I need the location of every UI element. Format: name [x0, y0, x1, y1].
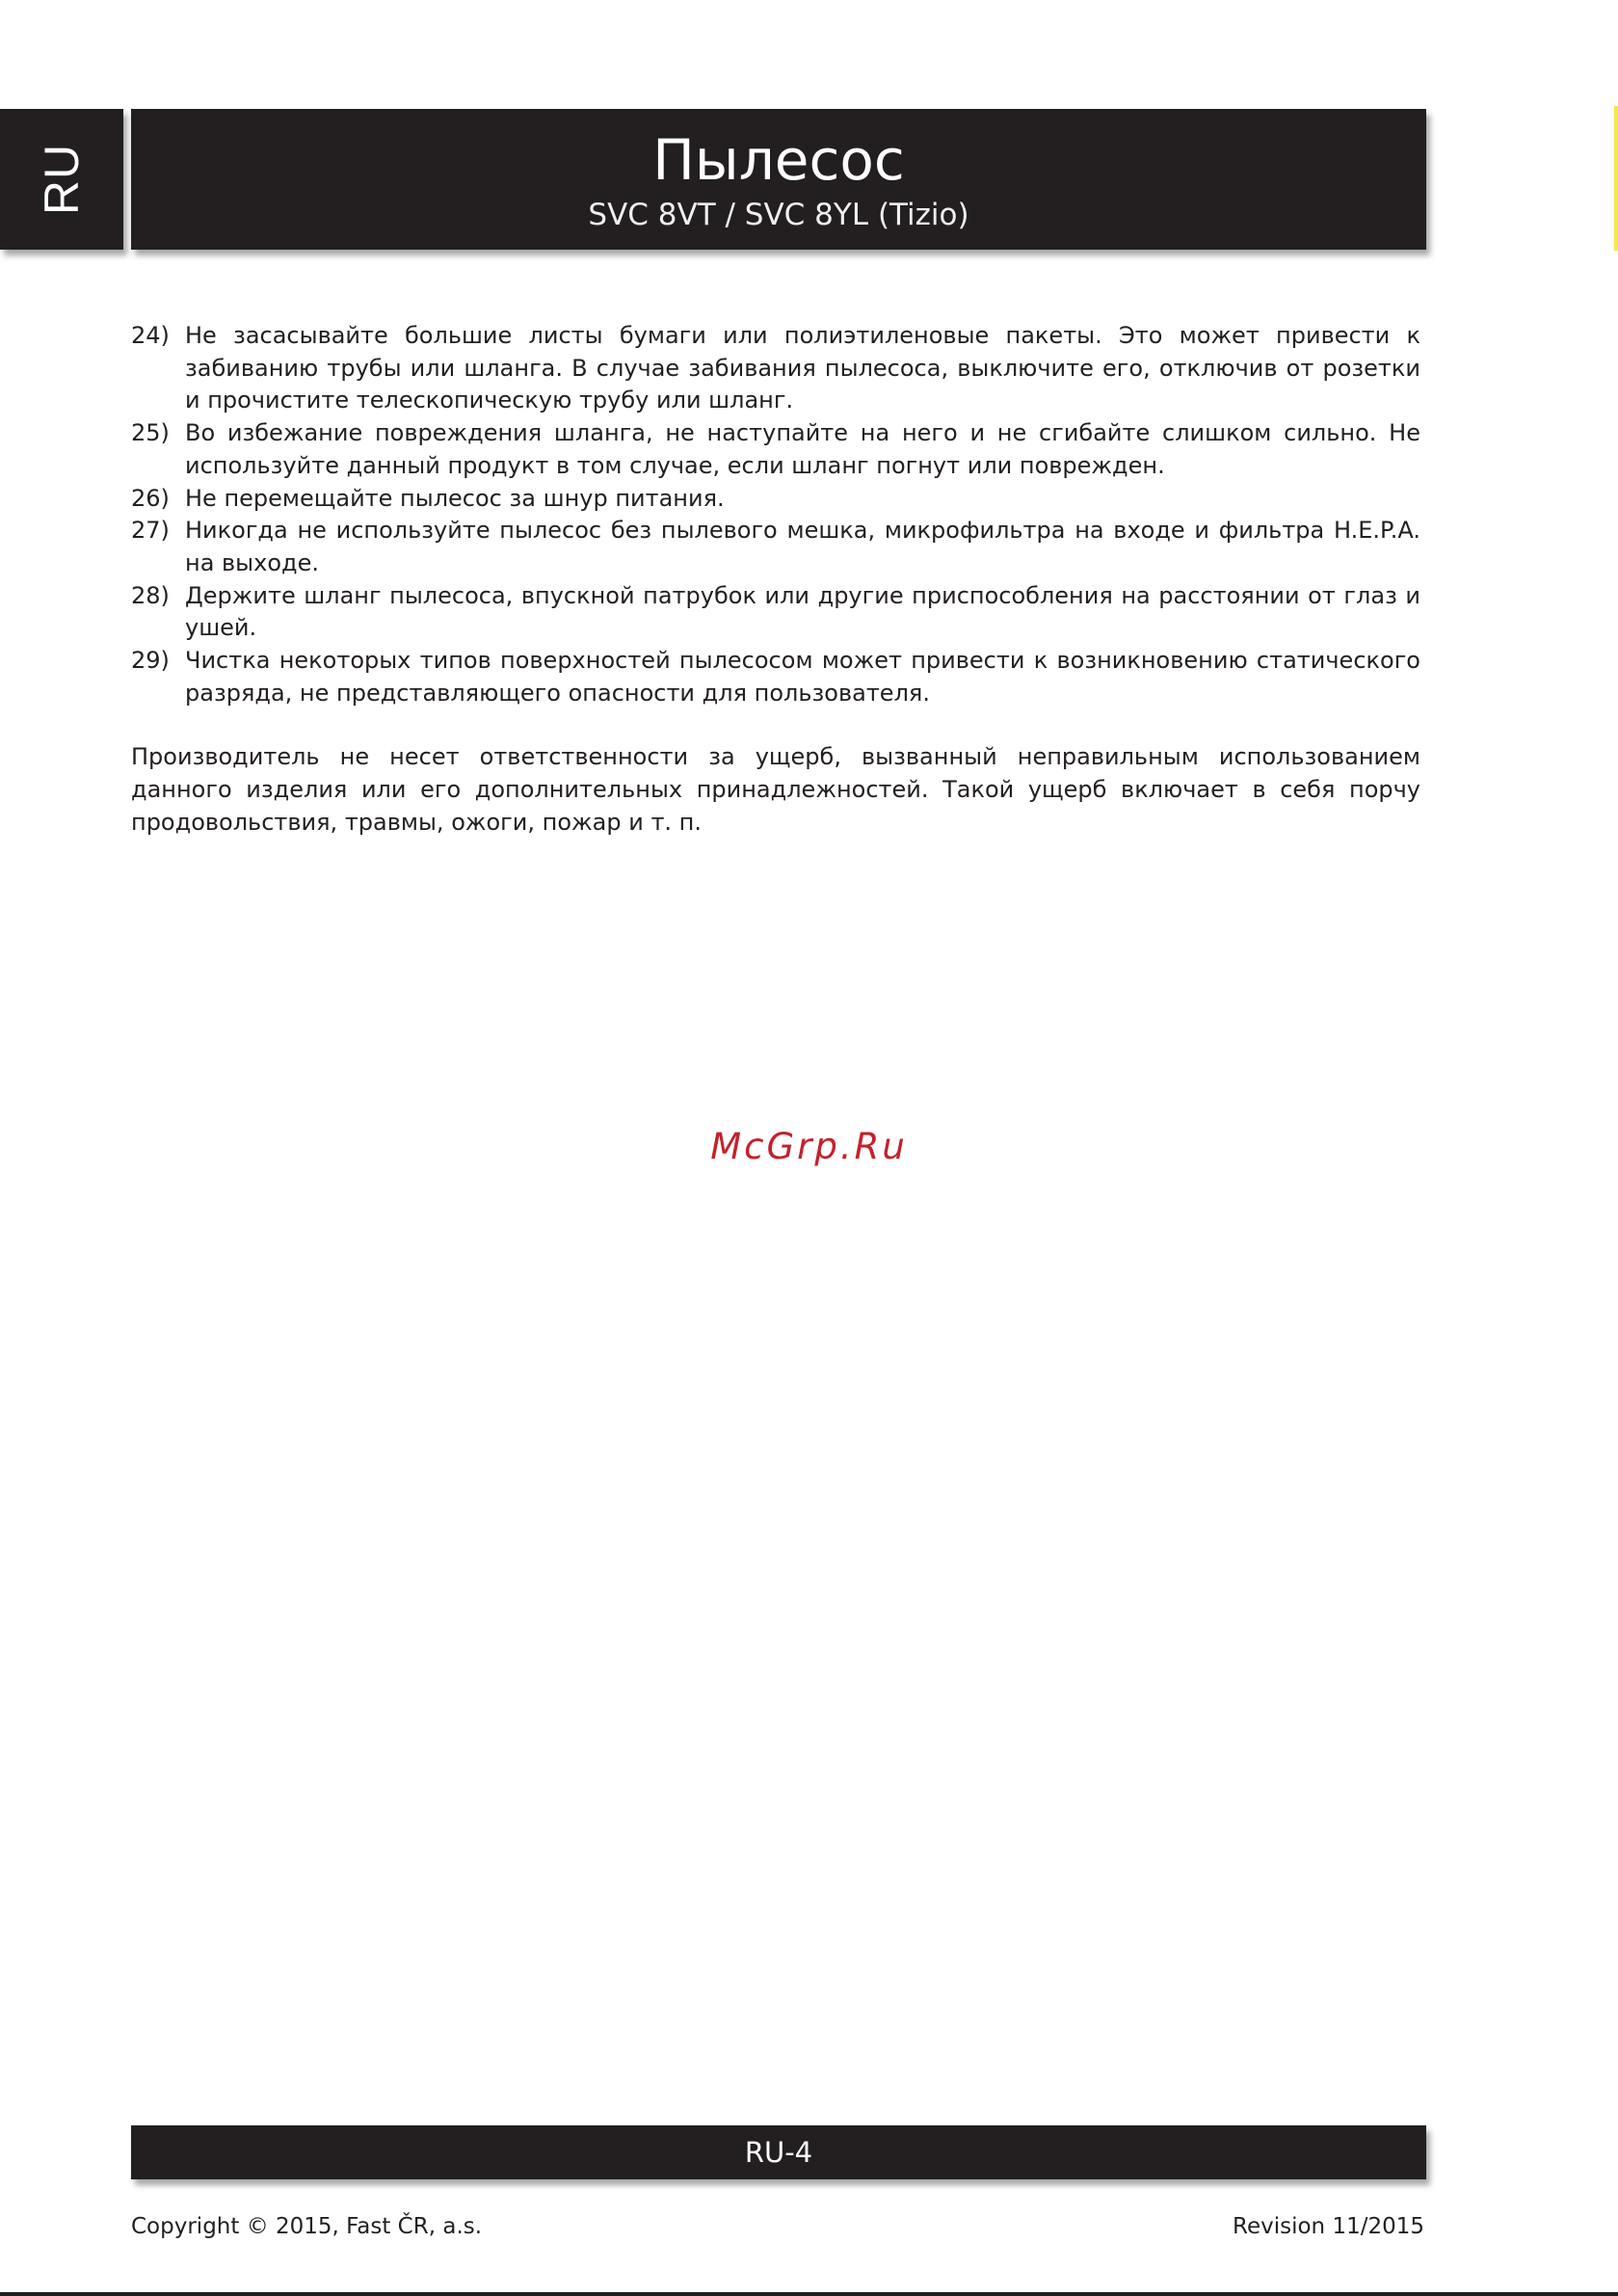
list-item: [131, 645, 1420, 709]
page-number: RU-4: [744, 2136, 813, 2169]
language-tab: [0, 109, 123, 250]
page-title: Пылесос: [652, 127, 905, 193]
item-text: Во избежание повреждения шланга, не наступайте на него и не сгибайте слишком сильно. Не используйте данный продукт в том случае, если шланг погнут или поврежден.: [185, 419, 1420, 479]
item-text: Держите шланг пылесоса, впускной патрубок или другие приспособления на расстоянии от глаз и ушей.: [185, 581, 1420, 642]
list-item: [131, 320, 1420, 417]
disclaimer-paragraph: Производитель не несет ответственности за ущерб, вызванный неправильным использованием данного изделия или его дополнительных принадлежностей. Такой ущерб включает в себя порчу продовольствия, травмы, ожоги, пожар и т. п.: [131, 743, 1420, 836]
item-number: 29): [131, 647, 170, 675]
item-number: 24): [131, 322, 170, 349]
item-number: 28): [131, 581, 170, 609]
item-text: Не засасывайте большие листы бумаги или полиэтиленовые пакеты. Это может привести к забиванию трубы или шланга. В случае забивания пылесоса, выключите его, отключив от розетки и прочистите телескопическую трубу или шланг.: [185, 322, 1420, 414]
watermark: McGrp.Ru: [710, 1126, 908, 1167]
item-text: Чистка некоторых типов поверхностей пылесосом может привести к возникновению статического разряда, не представляющего опасности для пользователя.: [185, 647, 1420, 707]
bottom-rule: [0, 2292, 1618, 2296]
footer-bar: [131, 2125, 1426, 2179]
page-header: [131, 109, 1426, 250]
list-item: [131, 417, 1420, 482]
language-code: RU: [35, 143, 89, 216]
list-item: [131, 580, 1420, 645]
list-item: [131, 483, 1420, 516]
content-body: [131, 320, 1420, 840]
item-number: 25): [131, 419, 170, 447]
item-number: 26): [131, 484, 170, 512]
item-number: 27): [131, 517, 170, 545]
item-text: Не перемещайте пылесос за шнур питания.: [185, 484, 725, 512]
copyright-text: Copyright © 2015, Fast ČR, a.s.: [131, 2214, 483, 2239]
item-text: Никогда не используйте пылесос без пылевого мешка, микрофильтра на входе и фильтра H.E.P.A. на выходе.: [185, 517, 1420, 576]
list-item: [131, 515, 1420, 579]
accent-line: [1614, 106, 1618, 251]
page-subtitle: SVC 8VT / SVC 8YL (Tizio): [588, 198, 969, 232]
revision-text: Revision 11/2015: [1233, 2214, 1424, 2239]
